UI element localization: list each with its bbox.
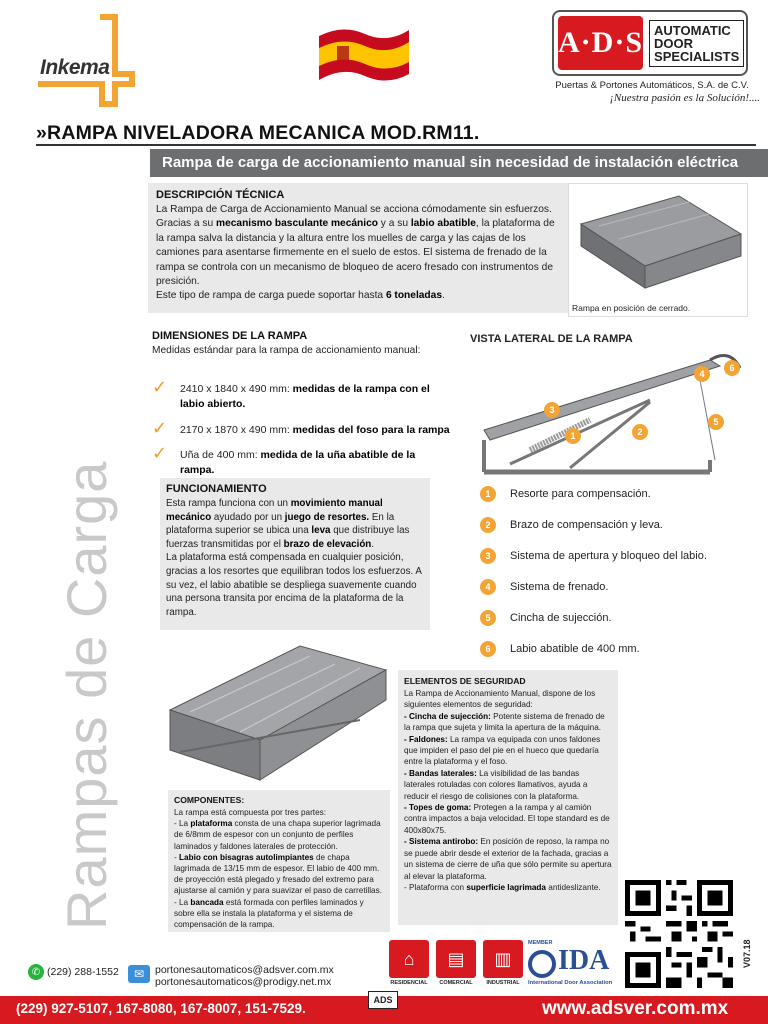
legend-text: Sistema de frenado. <box>510 581 609 593</box>
description-text: La Rampa de Carga de Accionamiento Manual se acciona cómodamente sin esfuerzos. Gracias a su mecanismo basculante mecánico y a su labio abatible, la plataforma de la rampa salva la distancia y la altura entre los muelles de carga y las cajas de los camiones para asentarse firmemente en el suelo de estos. El sistema de frenado de la rampa se controla con un mecanismo de bloqueo de acero fresado con instrumentos de presición. Este tipo de rampa de carga puede soportar hasta 6 toneladas. <box>156 204 555 302</box>
ramp-closed-caption: Rampa en posición de cerrado. <box>572 303 691 313</box>
dimension-item: ✓ Uña de 400 mm: medida de la uña abatible de la rampa. <box>152 443 416 476</box>
safety-panel <box>398 670 618 925</box>
vertical-watermark: Rampas de Carga <box>55 460 118 930</box>
side-view-diagram <box>470 340 760 480</box>
legend-number: 4 <box>480 579 496 595</box>
ida-logo <box>528 940 624 990</box>
whatsapp-number: (229) 288-1552 <box>47 966 119 978</box>
footer-ads-logo: ADS <box>368 991 398 1009</box>
components-heading: COMPONENTES: <box>174 795 245 805</box>
factory-icon: ▥ <box>483 940 523 978</box>
marker-3: 3 <box>549 405 555 415</box>
components-text: La rampa está compuesta por tres partes: - La plataforma consta de una chapa superior lagrimada de 6/8mm de espesor con un conjunto de perfiles laminados y faldones laterales de protección. - Labio con bisagras autolimpiantes de chapa lagrimada de 13/15 mm de espesor. El labio de 400 mm. de proyección está plegado y fresado del extremo para ajustarse al camión y para suavizar el paso de carretillas. - La bancada está formada con perfiles laminados y sobre ella se instala la plataforma y el sistema de compensación de la rampa. <box>174 808 382 930</box>
legend-text: Sistema de apertura y bloqueo del labio. <box>510 550 707 562</box>
house-icon: ⌂ <box>389 940 429 978</box>
company-name: Puertas & Portones Automáticos, S.A. de C.V. <box>555 80 749 91</box>
operation-heading: FUNCIONAMIENTO <box>166 483 267 495</box>
description-heading: DESCRIPCIÓN TÉCNICA <box>156 189 285 201</box>
marker-1: 1 <box>570 431 576 441</box>
ads-logo-words <box>649 20 744 67</box>
checkmark-icon: ✓ <box>152 418 168 438</box>
legend-item <box>480 579 750 595</box>
whatsapp-contact[interactable] <box>28 964 119 980</box>
shutter-icon: ▤ <box>436 940 476 978</box>
checkmark-icon: ✓ <box>152 443 168 463</box>
ads-word-automatic: AUTOMATIC <box>654 22 731 38</box>
email-2[interactable]: portonesautomaticos@prodigy.net.mx <box>155 976 332 988</box>
ramp-closed-illustration <box>569 184 747 302</box>
legend-item <box>480 517 750 533</box>
components-panel <box>168 790 390 932</box>
dimension-item: ✓ 2410 x 1840 x 490 mm: medidas de la rampa con el labio abierto. <box>152 377 430 410</box>
marker-4: 4 <box>699 369 705 379</box>
ida-member: MEMBER <box>528 940 553 946</box>
company-slogan: ¡Nuestra pasión es la Solución!.... <box>609 92 760 104</box>
inkema-wordmark: Inkema <box>40 56 110 79</box>
ads-word-specialists: SPECIALISTS <box>654 48 740 64</box>
legend-number: 2 <box>480 517 496 533</box>
qr-code-icon[interactable] <box>624 880 734 988</box>
subtitle-banner: Rampa de carga de accionamiento manual sin necesidad de instalación eléctrica <box>150 149 768 177</box>
page-title: »RAMPA NIVELADORA MECANICA MOD.RM11. <box>36 122 480 144</box>
ida-ring-icon <box>528 950 556 978</box>
dimension-item: ✓ 2170 x 1870 x 490 mm: medidas del foso para la rampa <box>152 418 450 438</box>
description-panel <box>148 183 568 313</box>
legend-number: 6 <box>480 641 496 657</box>
marker-5: 5 <box>713 417 719 427</box>
ida-name: IDA <box>558 945 610 976</box>
title-divider <box>36 144 756 146</box>
legend-item <box>480 610 750 626</box>
dimensions-section <box>152 330 452 358</box>
legend-number: 3 <box>480 548 496 564</box>
operation-text: Esta rampa funciona con un movimiento manual mecánico ayudado por un juego de resortes. En la plataforma superior se ubica una leva que distribuye las fuerzas transmitidas por el brazo de elevación. La plataforma está compensada en cualquier posición, gracias a los resortes que equilibran todos los esfuerzos. A su vez, el labio abatible se despliega suavemente cuando una persona transita por encima de la plataforma de la rampa. <box>166 498 422 618</box>
email-1[interactable]: portonesautomaticos@adsver.com.mx <box>155 964 334 976</box>
badge-residential: ⌂ RESIDENCIAL <box>388 940 430 990</box>
inkema-logo <box>30 12 136 110</box>
safety-text: La Rampa de Accionamiento Manual, dispone de los siguientes elementos de seguridad: - Cincha de sujección: Potente sistema de frenado de la rampa que sujeta y limita la apertura de la máquina. - Faldones: La rampa va equipada con unos faldones que impiden el paso del pie en el hueco que quedaría entre la plataforma y el foso. - Bandas laterales: La visibilidad de las bandas laterales rotuladas con colores llamativos, ayuda a reducir el riesgo de colisiones con la plataforma. - Topes de goma: Protegen a la rampa y al camión contra impactos a baja velocidad. El tope standard es de 400x80x75. - Sistema antirobo: En posición de reposo, la rampa no se puede abrir desde el exterior de la fachada, gracias a un sistema de cierre de uña que sólo permite su apertura al elevar la plataforma. - Plataforma con superficie lagrimada antideslizante. <box>404 689 612 892</box>
legend-text: Cincha de sujección. <box>510 612 612 624</box>
marker-2: 2 <box>637 427 643 437</box>
ramp-open-illustration <box>160 640 390 790</box>
marker-6: 6 <box>729 363 735 373</box>
safety-heading: ELEMENTOS DE SEGURIDAD <box>404 676 526 686</box>
checkmark-icon: ✓ <box>152 377 168 397</box>
category-badges <box>388 940 524 990</box>
badge-industrial: ▥ INDUSTRIAL <box>482 940 524 990</box>
version-label: V07.18 <box>742 939 752 968</box>
dimensions-heading: DIMENSIONES DE LA RAMPA <box>152 330 308 342</box>
footer-website[interactable]: www.adsver.com.mx <box>542 998 729 1019</box>
legend-item <box>480 641 750 657</box>
legend-item <box>480 486 750 502</box>
legend-text: Brazo de compensación y leva. <box>510 519 663 531</box>
email-icon: ✉ <box>128 965 150 983</box>
footer-phones: (229) 927-5107, 167-8080, 167-8007, 151-7529. <box>16 1001 306 1016</box>
ads-logo <box>552 10 748 76</box>
legend-number: 1 <box>480 486 496 502</box>
whatsapp-icon: ✆ <box>28 964 44 980</box>
ramp-closed-image <box>568 183 748 317</box>
legend-text: Resorte para compensación. <box>510 488 651 500</box>
ads-logo-letters: A·D·S <box>558 16 643 70</box>
legend-item <box>480 548 750 564</box>
side-view-heading: VISTA LATERAL DE LA RAMPA <box>470 333 633 345</box>
dimensions-intro: Medidas estándar para la rampa de accionamiento manual: <box>152 345 421 356</box>
ida-subtitle: International Door Association <box>528 980 613 986</box>
spain-flag-icon <box>315 22 413 88</box>
legend-number: 5 <box>480 610 496 626</box>
ads-word-door: DOOR <box>654 35 694 51</box>
operation-panel <box>160 478 430 630</box>
badge-commercial: ▤ COMERCIAL <box>435 940 477 990</box>
email-contacts <box>155 964 334 988</box>
legend-text: Labio abatible de 400 mm. <box>510 643 640 655</box>
